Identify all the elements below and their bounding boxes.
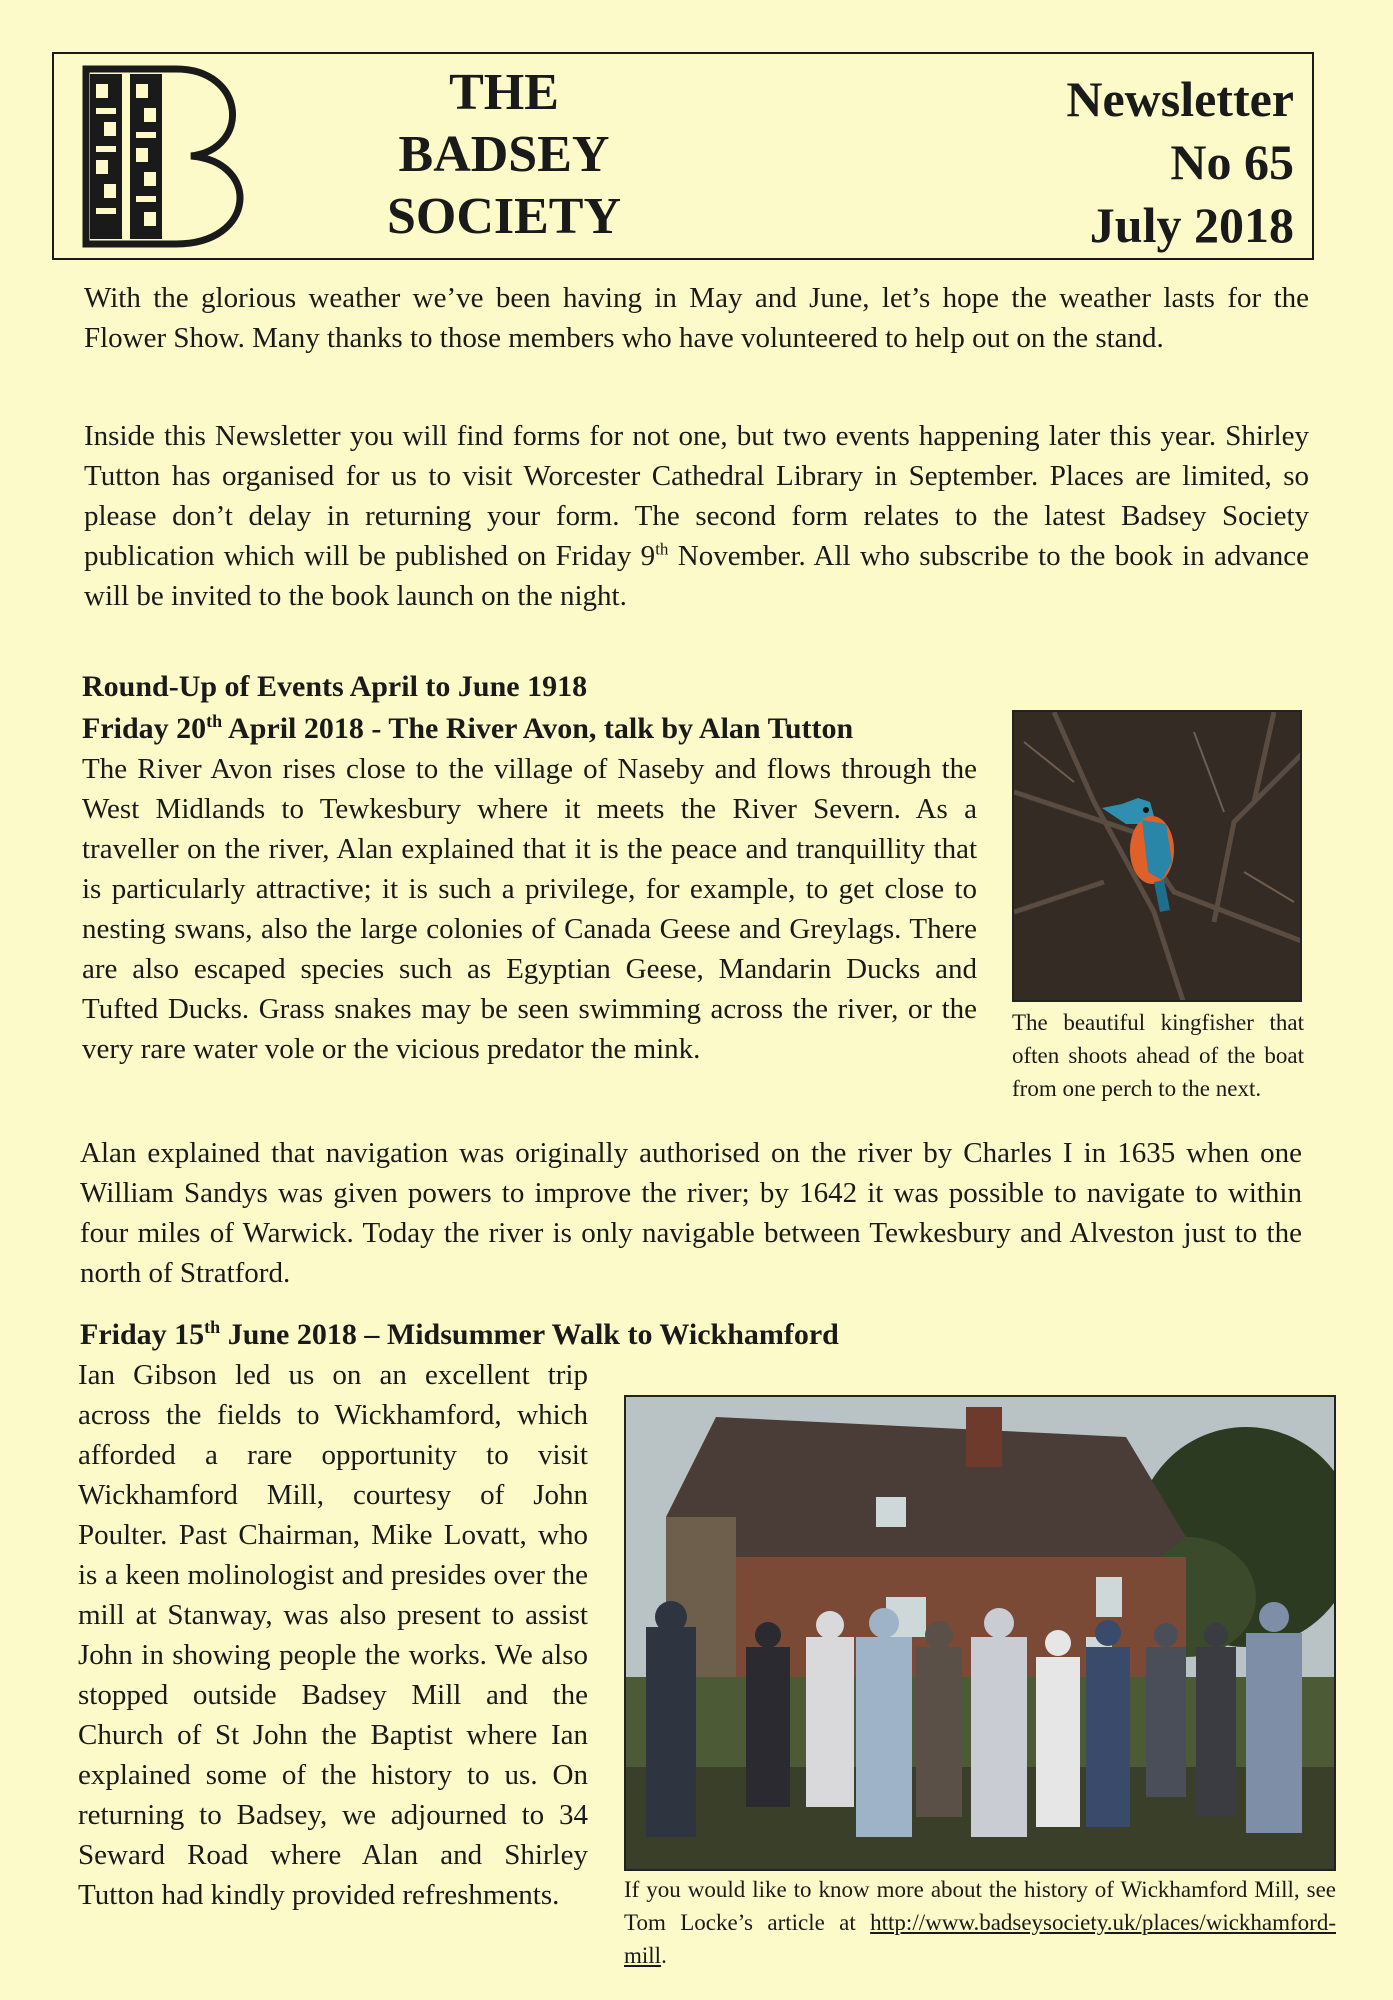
event-2-heading [80, 1315, 839, 1355]
wickhamford-mill-photo-image [626, 1397, 1336, 1871]
issue-info [964, 68, 1294, 257]
intro-paragraph-1: With the glorious weather we’ve been having in May and June, let’s hope the weather lasts for the Flower Show. Many thanks to those members who have volunteered to help out on the stand. [84, 282, 1309, 354]
society-name-line-3: SOCIETY [386, 188, 622, 245]
event-1-heading [82, 709, 853, 749]
society-name-line-1: THE [449, 64, 559, 121]
roundup-heading: Round-Up of Events April to June 1918 [82, 670, 588, 703]
wickhamford-mill-caption-text: If you would like to know more about the history of Wickhamford Mill, see Tom Locke’s article at [624, 1877, 1336, 1935]
kingfisher-photo-image [1014, 712, 1302, 1002]
intro-paragraph-2 [84, 416, 1309, 616]
kingfisher-caption: The beautiful kingfisher that often shoots ahead of the boat from one perch to the next. [1012, 1010, 1304, 1101]
event-1-paragraph-2: Alan explained that navigation was originally authorised on the river by Charles I in 1635 when one William Sandys was given powers to improve the river; by 1642 it was possible to navigate to within four miles of Warwick. Today the river is only navigable between Tewkesbury and Alveston just to the north of Stratford. [80, 1137, 1302, 1289]
issue-number: No 65 [1170, 134, 1294, 190]
event-2-heading-text: Friday 15 [80, 1318, 205, 1351]
newsletter-label: Newsletter [1066, 71, 1294, 127]
wickhamford-mill-photo [624, 1395, 1336, 1871]
masthead [52, 52, 1314, 260]
event-2-paragraph: Ian Gibson led us on an excellent trip across the fields to Wickhamford, which afforded a rare opportunity to visit Wickhamford Mill, courtesy of John Poulter. Past Chairman, Mike Lovatt, who is a keen molinologist and presides over the mill at Stanway, was also present to assist John in showing people the works. We also stopped outside Badsey Mill and the Church of St John the Baptist where Ian explained some of the history to us. On returning to Badsey, we adjourned to 34 Seward Road where Alan and Shirley Tutton had kindly provided refreshments. [78, 1359, 588, 1911]
event-2-heading-text-end: June 2018 – Midsummer Walk to Wickhamford [220, 1318, 839, 1351]
ordinal-suffix: th [204, 1317, 221, 1337]
wickhamford-mill-caption [624, 1873, 1336, 1972]
badsey-society-logo [76, 64, 266, 249]
intro-paragraph-2-text: Inside this Newsletter you will find forms for not one, but two events happening later this year. Shirley Tutton has organised for us to visit Worcester Cathedral Library in September. Places are limited, so please don’t delay in returning your form. The second form relates to the latest Badsey Society publication which will be published on Friday 9 [84, 420, 1309, 572]
kingfisher-photo [1012, 710, 1302, 1002]
society-name [339, 62, 669, 248]
event-1-heading-text-end: April 2018 - The River Avon, talk by Alan Tutton [222, 712, 854, 745]
society-name-line-2: BADSEY [398, 126, 610, 183]
wickhamford-mill-link[interactable]: http://www.badseysociety.uk/places/wickhamford-mill [624, 1910, 1336, 1968]
intro-paragraph-2-text-end: November. All who subscribe to the book in advance will be invited to the book launch on the night. [84, 540, 1309, 612]
issue-date: July 2018 [1089, 197, 1294, 253]
caption-period: . [661, 1943, 667, 1968]
event-1-paragraph-1: The River Avon rises close to the village of Naseby and flows through the West Midlands to Tewkesbury where it meets the River Severn. As a traveller on the river, Alan explained that it is the peace and tranquillity that is particularly attractive; it is such a privilege, for example, to get close to nesting swans, also the large colonies of Canada Geese and Greylags. There are also escaped species such as Egyptian Geese, Mandarin Ducks and Tufted Ducks. Grass snakes may be seen swimming across the river, or the very rare water vole or the vicious predator the mink. [82, 753, 977, 1065]
ordinal-suffix: th [206, 711, 223, 731]
event-1-heading-text: Friday 20 [82, 712, 207, 745]
ordinal-suffix: th [655, 539, 669, 559]
